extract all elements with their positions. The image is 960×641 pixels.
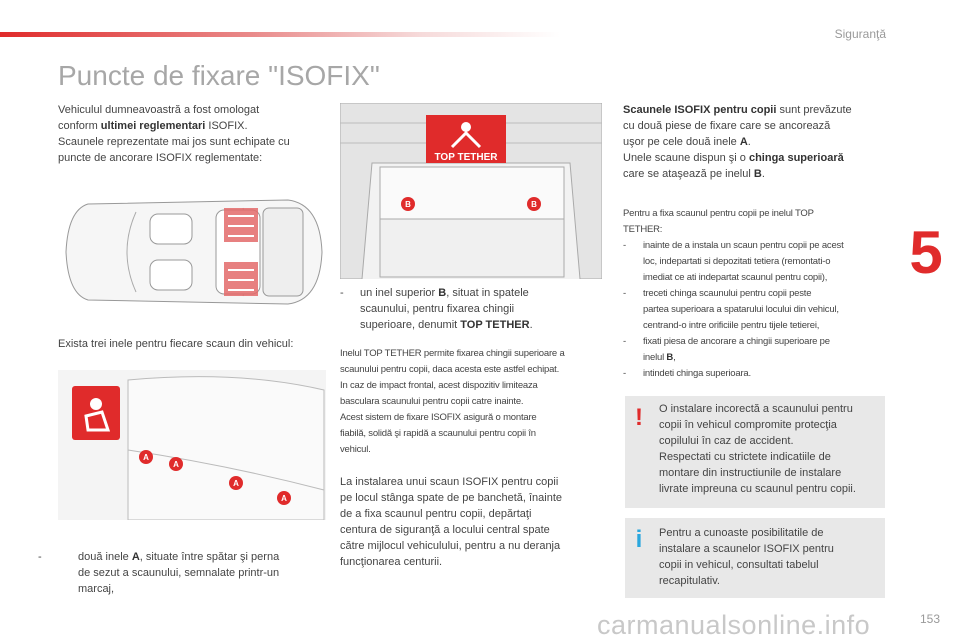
bullet-rings-a: - două inele A, situate între spătar şi perna de sezut a scaunului, semnalate printr-un marcaj,: [38, 551, 280, 595]
ring-a-marker: A: [233, 479, 239, 488]
watermark: carmanualsonline.info: [597, 610, 871, 640]
section-title: Siguranţă: [834, 27, 886, 41]
seat-rings-figure: [58, 370, 326, 520]
info-text: Pentru a cunoaste posibilitatile de instalare a scaunelor ISOFIX pentru copii in vehicul, consultati tabelul recapitulativ.: [659, 527, 834, 587]
warning-box: [625, 396, 885, 508]
page-title: Puncte de fixare "ISOFIX": [58, 60, 380, 91]
trunk-top-tether-figure: [340, 103, 602, 279]
bullet-ring-b: - un inel superior B, situat in spatele scaunului, pentru fixarea chingii superioare, denumit TOP TETHER.: [340, 287, 533, 331]
top-tether-steps: Pentru a fixa scaunul pentru copii pe inelul TOP TETHER: - inainte de a instala un scaun pentru copii pe acest loc, indepartati si depozitati tetiera (remontati-o imediat ce ati indepartat scaunul pentru copii), - treceti chinga scaunului pentru copii peste partea superioara a spatarului locului din vehicul, centrand-o intre orificiile pentru tijele tetierei, - fixati piesa de ancorare a chingii superioare pe inelul B, - intindeti chinga superioara.: [623, 208, 844, 379]
page-number: 153: [919, 612, 940, 626]
car-top-view-figure: [58, 190, 326, 315]
tether-note: Inelul TOP TETHER permite fixarea chingii superioare a scaunului pentru copii, daca acesta este astfel echipat. In caz de impact frontal, acest dispozitiv limiteaza basculara scaunului pentru copii catre inainte. Acest sistem de fixare ISOFIX asigură o montare fiabilă, solidă şi rapidă a scaunului pentru copii în vehicul.: [340, 348, 565, 455]
install-note: La instalarea unui scaun ISOFIX pentru copii pe locul stânga spate de pe banchetă, înainte de a fixa scaunul pentru copii, depărtaţi centura de siguranţă a locului central spate către mijlocul vehiculului, pentru a nu deranja funcţionarea centurii.: [340, 476, 563, 568]
ring-b-marker: B: [531, 200, 537, 209]
ring-a-marker: A: [281, 494, 287, 503]
header-accent-bar: [0, 32, 560, 37]
chapter-number: 5: [909, 219, 943, 286]
warning-icon: !: [635, 404, 643, 431]
warning-text: O instalare incorectă a scaunului pentru copii în vehicul compromite protecţia copilului în caz de accident. Respectati cu strictete indicatiile de montare din instructiunile de instalare livrate impreuna cu scaunul pentru copii.: [659, 403, 856, 495]
ring-a-marker: A: [143, 453, 149, 462]
ring-b-marker: B: [405, 200, 411, 209]
info-icon: i: [635, 526, 643, 553]
rings-intro: Exista trei inele pentru fiecare scaun din vehicul:: [58, 338, 294, 350]
isofix-seats-intro: Scaunele ISOFIX pentru copii sunt prevăzute cu două piese de fixare care se ancorează uşor pe cele două inele A. Unele scaune dispun şi o chinga superioară care se ataşează pe inelul B.: [623, 104, 852, 180]
ring-a-marker: A: [173, 460, 179, 469]
top-tether-label: TOP TETHER: [434, 152, 498, 163]
intro-paragraph: Vehiculul dumneavoastră a fost omologat conform ultimei reglementari ISOFIX. Scaunele reprezentate mai jos sunt echipate cu puncte de ancorare ISOFIX reglementate:: [58, 104, 290, 164]
info-box: [625, 518, 885, 598]
